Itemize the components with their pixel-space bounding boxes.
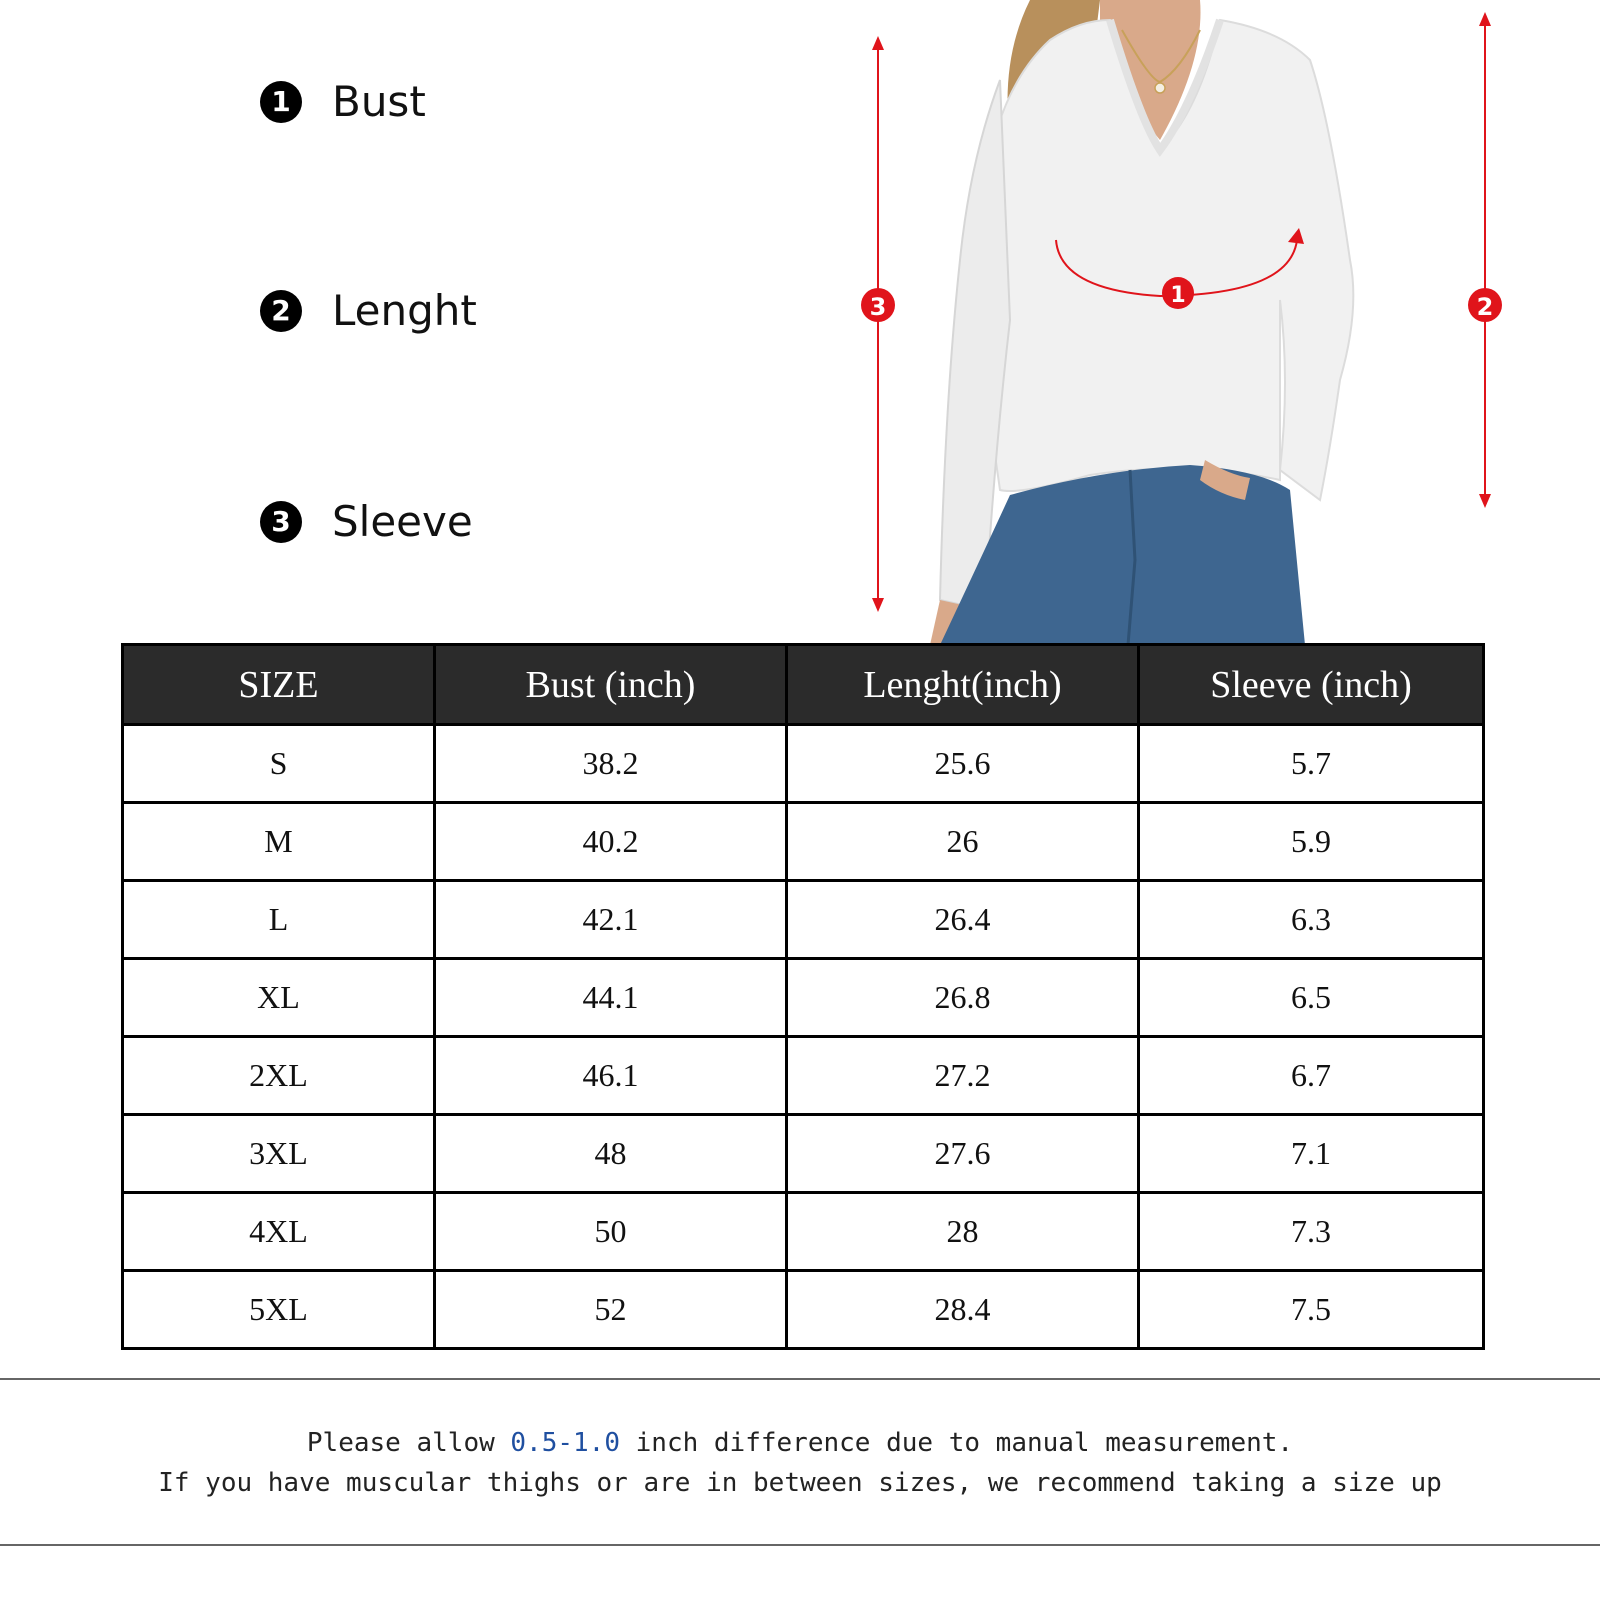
arrow-head-down	[1479, 494, 1491, 508]
table-row	[123, 959, 1484, 1037]
cell-bust: 42.1	[435, 881, 787, 959]
cell-sleeve: 7.1	[1139, 1115, 1484, 1193]
arrow-head-down	[872, 598, 884, 612]
bust-marker-number: 1	[1170, 283, 1186, 308]
cell-size: XL	[123, 959, 435, 1037]
cell-sleeve: 6.7	[1139, 1037, 1484, 1115]
cell-length: 27.2	[787, 1037, 1139, 1115]
table-header-row	[123, 645, 1484, 725]
cell-length: 28.4	[787, 1271, 1139, 1349]
sleeve-marker-number: 3	[869, 293, 887, 321]
table-row	[123, 1115, 1484, 1193]
note-text-post: inch difference due to manual measurement.	[619, 1428, 1294, 1458]
table-row	[123, 725, 1484, 803]
legend-number: 1	[260, 81, 302, 123]
cell-length: 27.6	[787, 1115, 1139, 1193]
table-row	[123, 1037, 1484, 1115]
legend-label: Lenght	[332, 286, 477, 335]
divider-bottom	[0, 1544, 1600, 1546]
cell-sleeve: 7.5	[1139, 1271, 1484, 1349]
pendant	[1155, 83, 1165, 93]
cell-bust: 48	[435, 1115, 787, 1193]
table-row	[123, 881, 1484, 959]
cell-bust: 46.1	[435, 1037, 787, 1115]
cell-size: L	[123, 881, 435, 959]
legend-item-bust	[260, 77, 426, 126]
cell-bust: 50	[435, 1193, 787, 1271]
legend-item-sleeve	[260, 497, 473, 546]
header-size: SIZE	[123, 645, 435, 725]
cell-size: 5XL	[123, 1271, 435, 1349]
cell-bust: 44.1	[435, 959, 787, 1037]
cell-length: 28	[787, 1193, 1139, 1271]
cell-size: M	[123, 803, 435, 881]
size-chart-table	[121, 643, 1485, 1350]
header-bust: Bust (inch)	[435, 645, 787, 725]
cell-sleeve: 7.3	[1139, 1193, 1484, 1271]
cell-bust: 38.2	[435, 725, 787, 803]
length-marker-number: 2	[1476, 293, 1494, 321]
cell-length: 26	[787, 803, 1139, 881]
legend-label: Bust	[332, 77, 426, 126]
table-row	[123, 803, 1484, 881]
sizing-advice-note: If you have muscular thighs or are in between sizes, we recommend taking a size up	[158, 1468, 1442, 1498]
cell-sleeve: 5.9	[1139, 803, 1484, 881]
cell-bust: 40.2	[435, 803, 787, 881]
note-text-pre: Please allow	[306, 1428, 511, 1458]
legend-number: 2	[260, 290, 302, 332]
note-highlight: 0.5-1.0	[510, 1428, 620, 1458]
cell-length: 25.6	[787, 725, 1139, 803]
arrow-head-up	[872, 36, 884, 50]
table-row	[123, 1193, 1484, 1271]
cell-size: 2XL	[123, 1037, 435, 1115]
arrow-head-up	[1479, 12, 1491, 26]
cell-bust: 52	[435, 1271, 787, 1349]
cell-length: 26.8	[787, 959, 1139, 1037]
jeans	[940, 465, 1305, 645]
cell-size: S	[123, 725, 435, 803]
table-row	[123, 1271, 1484, 1349]
cell-size: 4XL	[123, 1193, 435, 1271]
legend-label: Sleeve	[332, 497, 473, 546]
model-photo-illustration	[860, 0, 1510, 645]
cell-sleeve: 6.3	[1139, 881, 1484, 959]
cell-size: 3XL	[123, 1115, 435, 1193]
legend-item-length	[260, 286, 477, 335]
measurement-note	[0, 1428, 1600, 1458]
legend-number: 3	[260, 501, 302, 543]
cell-sleeve: 5.7	[1139, 725, 1484, 803]
model-figure	[860, 0, 1510, 645]
cell-sleeve: 6.5	[1139, 959, 1484, 1037]
header-sleeve: Sleeve (inch)	[1139, 645, 1484, 725]
header-length: Lenght(inch)	[787, 645, 1139, 725]
divider-top	[0, 1378, 1600, 1380]
cell-length: 26.4	[787, 881, 1139, 959]
